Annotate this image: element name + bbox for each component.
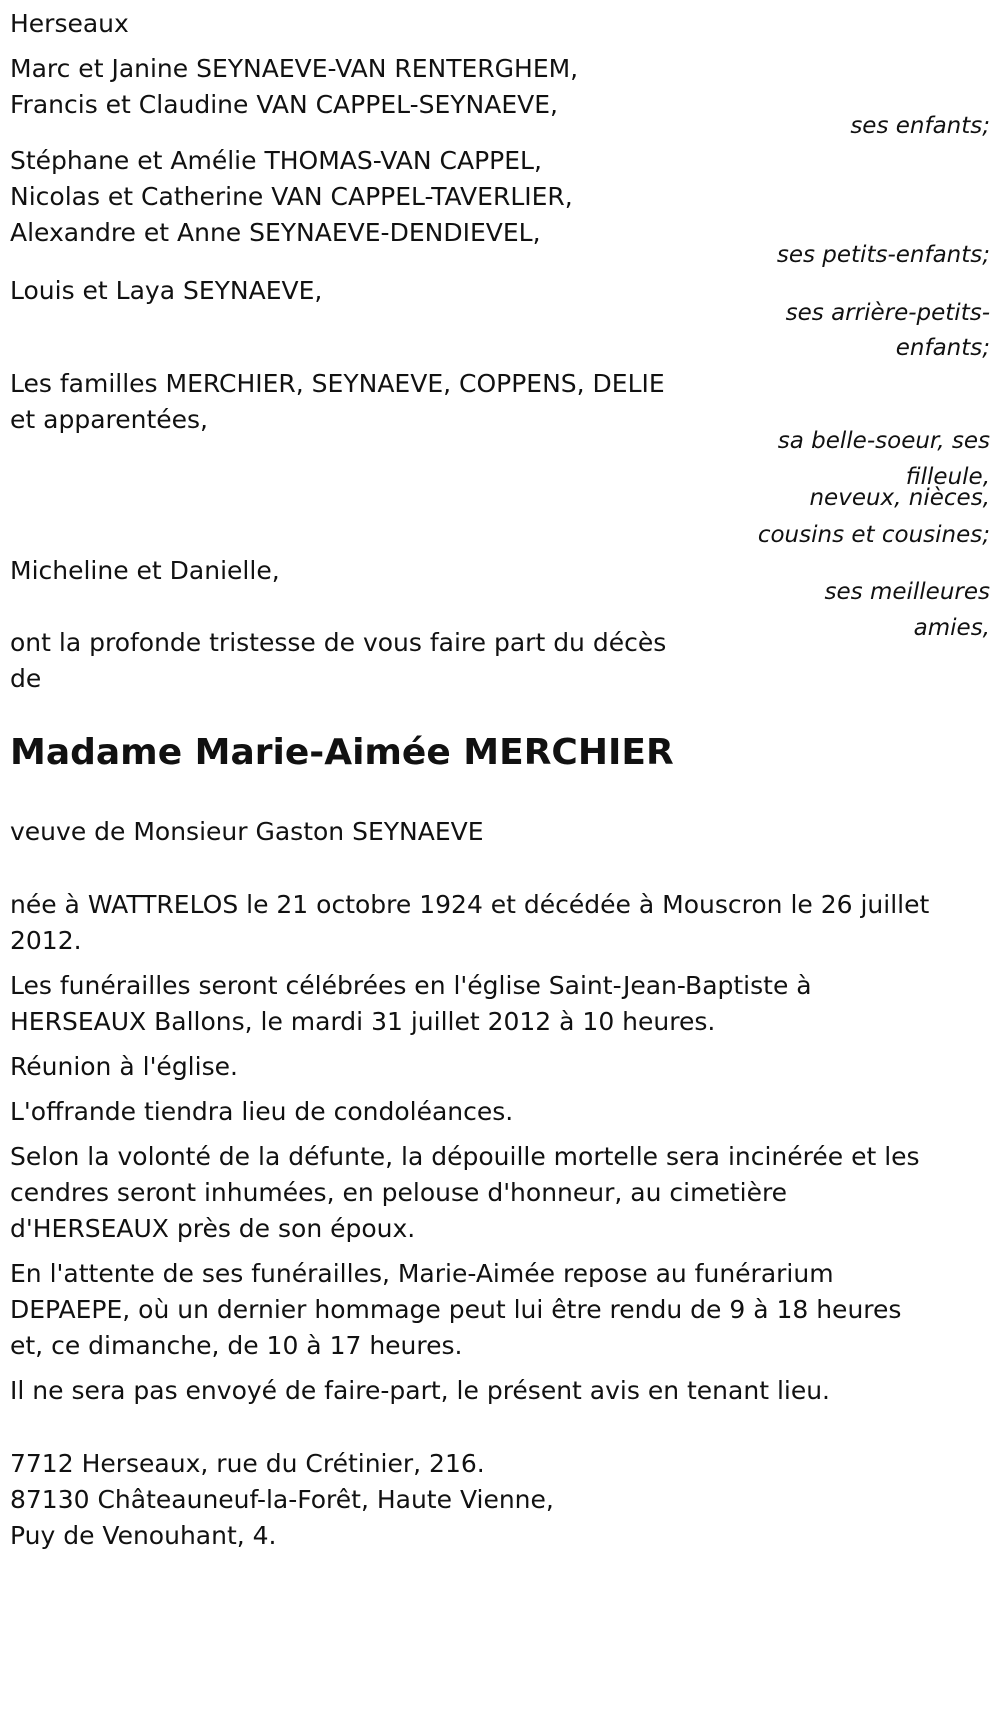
grandchildren-line-1: Stéphane et Amélie THOMAS-VAN CAPPEL, — [10, 146, 542, 175]
town-heading: Herseaux — [10, 9, 129, 38]
friends-relation-1: ses meilleures — [824, 579, 990, 605]
families-relation-2: filleule, — [905, 464, 990, 490]
birth-death-line-2: 2012. — [10, 926, 82, 955]
children-line-1: Marc et Janine SEYNAEVE-VAN RENTERGHEM, — [10, 54, 579, 83]
repose-line-1: En l'attente de ses funérailles, Marie-Aimée repose au funérarium — [10, 1259, 834, 1288]
grandchildren-line-3: Alexandre et Anne SEYNAEVE-DENDIEVEL, — [10, 218, 541, 247]
will-line-3: d'HERSEAUX près de son époux. — [10, 1214, 416, 1243]
deceased-name: Madame Marie-Aimée MERCHIER — [10, 732, 674, 773]
address-line-2: 87130 Châteauneuf-la-Forêt, Haute Vienne, — [10, 1485, 554, 1514]
friends-relation-2: amies, — [913, 615, 990, 641]
birth-death-line-1: née à WATTRELOS le 21 octobre 1924 et décédée à Mouscron le 26 juillet — [10, 890, 930, 919]
repose-line-2: DEPAEPE, où un dernier hommage peut lui être rendu de 9 à 18 heures — [10, 1295, 902, 1324]
great-grandchildren-relation-2: enfants; — [895, 335, 990, 361]
friends-line: Micheline et Danielle, — [10, 556, 280, 585]
offering-line: L'offrande tiendra lieu de condoléances. — [10, 1097, 514, 1126]
great-grandchildren-line: Louis et Laya SEYNAEVE, — [10, 276, 323, 305]
children-relation: ses enfants; — [850, 113, 990, 139]
announcement-line-1: ont la profonde tristesse de vous faire part du décès — [10, 628, 667, 657]
meeting-line: Réunion à l'église. — [10, 1052, 238, 1081]
families-relation-4: cousins et cousines; — [757, 522, 990, 548]
children-line-2: Francis et Claudine VAN CAPPEL-SEYNAEVE, — [10, 90, 558, 119]
families-relation-3: neveux, nièces, — [809, 485, 990, 511]
will-line-2: cendres seront inhumées, en pelouse d'honneur, au cimetière — [10, 1178, 788, 1207]
address-line-3: Puy de Venouhant, 4. — [10, 1521, 277, 1550]
notice-line: Il ne sera pas envoyé de faire-part, le présent avis en tenant lieu. — [10, 1376, 831, 1405]
will-line-1: Selon la volonté de la défunte, la dépouille mortelle sera incinérée et les — [10, 1142, 920, 1171]
great-grandchildren-relation-1: ses arrière-petits- — [785, 300, 990, 326]
widow-line: veuve de Monsieur Gaston SEYNAEVE — [10, 817, 484, 846]
repose-line-3: et, ce dimanche, de 10 à 17 heures. — [10, 1331, 463, 1360]
families-line-2: et apparentées, — [10, 405, 208, 434]
families-line-1: Les familles MERCHIER, SEYNAEVE, COPPENS, DELIE — [10, 369, 665, 398]
funeral-line-2: HERSEAUX Ballons, le mardi 31 juillet 2012 à 10 heures. — [10, 1007, 716, 1036]
address-line-1: 7712 Herseaux, rue du Crétinier, 216. — [10, 1449, 485, 1478]
death-notice — [10, 0, 990, 1730]
funeral-line-1: Les funérailles seront célébrées en l'église Saint-Jean-Baptiste à — [10, 971, 812, 1000]
families-relation-1: sa belle-soeur, ses — [777, 428, 990, 454]
grandchildren-line-2: Nicolas et Catherine VAN CAPPEL-TAVERLIER, — [10, 182, 573, 211]
grandchildren-relation: ses petits-enfants; — [776, 242, 990, 268]
announcement-line-2: de — [10, 664, 42, 693]
